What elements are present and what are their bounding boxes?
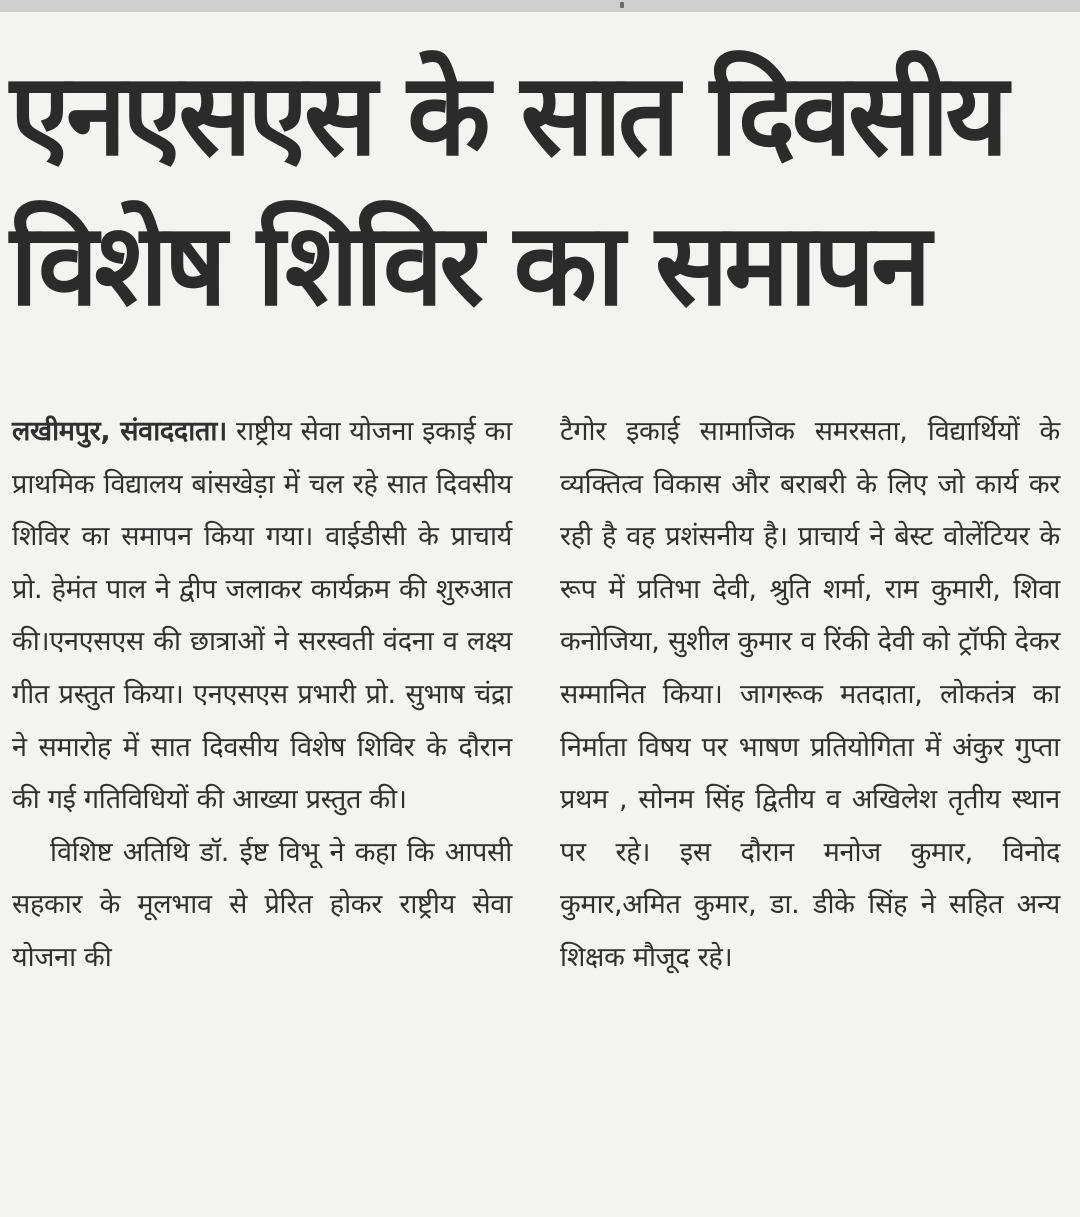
- headline-line-1: एनएसएस के सात दिवसीय: [10, 48, 1005, 181]
- article-paragraph-2: विशिष्ट अतिथि डॉ. ईष्ट विभू ने कहा कि आपसी सहकार के मूलभाव से प्रेरित होकर राष्ट्रीय सेवा योजना की: [12, 836, 512, 973]
- headline-line-2: विशेष शिविर का समापन: [10, 198, 928, 331]
- article-paragraph-3: टैगोर इकाई सामाजिक समरसता, विद्यार्थियों के व्यक्तित्व विकास और बराबरी के लिए जो कार्य कर रही है वह प्रशंसनीय है। प्राचार्य ने बेस्ट वोलेंटियर के रूप में प्रतिभा देवी, श्रुति शर्मा, राम कुमारी, शिवा कनोजिया, सुशील कुमार व रिंकी देवी को ट्रॉफी देकर सम्मानित किया। जागरूक मतदाता, लोकतंत्र का निर्माता विषय पर भाषण प्रतियोगिता में अंकुर गुप्ता प्रथम , सोनम सिंह द्वितीय व अखिलेश तृतीय स्थान पर रहे। इस दौरान मनोज कुमार, विनोद कुमार,अमित कुमार, डा. डीके सिंह ने सहित अन्य शिक्षक मौजूद रहे।: [560, 416, 1060, 973]
- article-column-left: [12, 406, 512, 985]
- dateline: लखीमपुर, संवाददाता।: [12, 416, 227, 447]
- article-paragraph-1: [12, 406, 512, 827]
- top-status-bar: [0, 0, 1080, 12]
- article-column-right: [560, 406, 1060, 985]
- status-indicator-icon: [620, 2, 624, 8]
- paragraph-1-body: राष्ट्रीय सेवा योजना इकाई का प्राथमिक विद्यालय बांसखेड़ा में चल रहे सात दिवसीय शिविर का समापन किया गया। वाईडीसी के प्राचार्य प्रो. हेमंत पाल ने द्वीप जलाकर कार्यक्रम की शुरुआत की।एनएसएस की छात्राओं ने सरस्वती वंदना व लक्ष्य गीत प्रस्तुत किया। एनएसएस प्रभारी प्रो. सुभाष चंद्रा ने समारोह में सात दिवसीय विशेष शिविर के दौरान की गई गतिविधियों की आख्या प्रस्तुत की।: [12, 416, 512, 816]
- headline: [10, 40, 1017, 340]
